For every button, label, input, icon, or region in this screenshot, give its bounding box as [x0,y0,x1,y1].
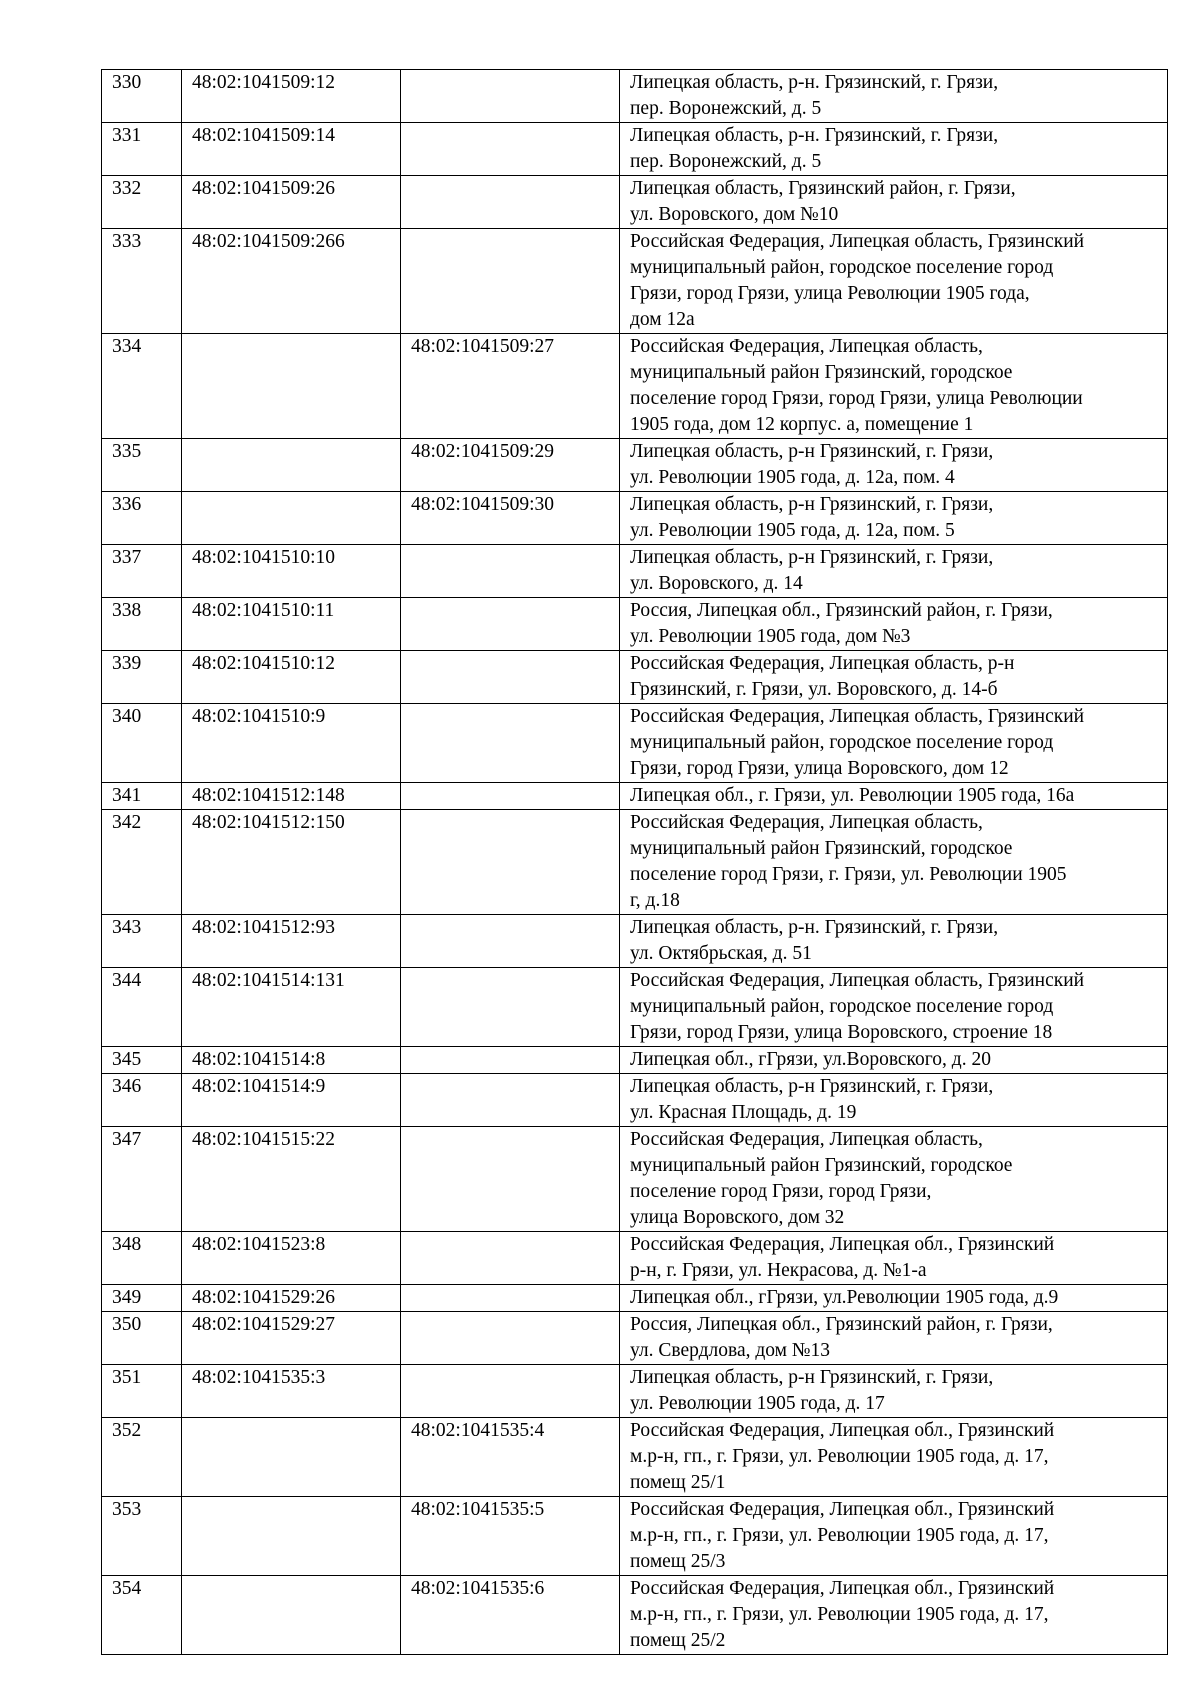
row-number-cell: 353 [102,1497,182,1576]
row-number-cell: 352 [102,1418,182,1497]
address-line: м.р-н, гп., г. Грязи, ул. Революции 1905 года, д. 17, [630,1525,1049,1546]
object-number-cell: 48:02:1041509:30 [401,492,620,545]
table-row [102,334,1168,439]
address-line: Россия, Липецкая обл., Грязинский район, г. Грязи, [630,600,1053,621]
object-number-cell [401,123,620,176]
address-line: Российская Федерация, Липецкая область, [630,1129,983,1150]
address-line: м.р-н, гп., г. Грязи, ул. Революции 1905 года, д. 17, [630,1604,1049,1625]
parcel-number-cell: 48:02:1041529:27 [182,1312,401,1365]
address-line: Липецкая область, р-н Грязинский, г. Грязи, [630,1076,994,1097]
address-line: Российская Федерация, Липецкая область, [630,336,983,357]
address-line: Российская Федерация, Липецкая область, Грязинский [630,706,1085,727]
address-line: пер. Воронежский, д. 5 [630,151,822,172]
object-number-cell: 48:02:1041535:4 [401,1418,620,1497]
parcel-number-cell [182,1418,401,1497]
address-line: поселение город Грязи, город Грязи, [630,1181,932,1202]
parcel-number-cell: 48:02:1041510:12 [182,651,401,704]
row-number-cell: 349 [102,1285,182,1312]
address-cell [620,968,1168,1047]
table-row [102,492,1168,545]
table-row [102,1497,1168,1576]
address-line: поселение город Грязи, город Грязи, улица Революции [630,388,1083,409]
table-row [102,70,1168,123]
address-line: муниципальный район, городское поселение город [630,257,1054,278]
table-row [102,783,1168,810]
object-number-cell [401,1312,620,1365]
row-number-cell: 333 [102,229,182,334]
parcel-number-cell [182,1497,401,1576]
table-row [102,968,1168,1047]
address-line: ул. Революции 1905 года, д. 12а, пом. 4 [630,467,955,488]
table-row [102,598,1168,651]
parcel-number-cell [182,492,401,545]
address-cell [620,1232,1168,1285]
address-cell [620,1418,1168,1497]
parcel-number-cell: 48:02:1041509:14 [182,123,401,176]
row-number-cell: 341 [102,783,182,810]
table-row [102,545,1168,598]
table-row [102,915,1168,968]
parcel-number-cell: 48:02:1041515:22 [182,1127,401,1232]
parcel-number-cell: 48:02:1041510:10 [182,545,401,598]
address-line: Липецкая область, р-н Грязинский, г. Грязи, [630,1367,994,1388]
address-line: Липецкая обл., гГрязи, ул.Воровского, д. 20 [630,1049,991,1070]
object-number-cell [401,704,620,783]
row-number-cell: 346 [102,1074,182,1127]
address-line: Российская Федерация, Липецкая область, р-н [630,653,1015,674]
address-line: Липецкая область, р-н Грязинский, г. Грязи, [630,547,994,568]
table-row [102,1418,1168,1497]
address-line: ул. Свердлова, дом №13 [630,1340,830,1361]
object-number-cell: 48:02:1041509:29 [401,439,620,492]
row-number-cell: 330 [102,70,182,123]
row-number-cell: 335 [102,439,182,492]
object-number-cell [401,783,620,810]
address-cell [620,783,1168,810]
parcel-number-cell: 48:02:1041514:131 [182,968,401,1047]
row-number-cell: 332 [102,176,182,229]
address-cell [620,1074,1168,1127]
object-number-cell: 48:02:1041535:5 [401,1497,620,1576]
table-row [102,439,1168,492]
row-number-cell: 334 [102,334,182,439]
address-line: Липецкая область, р-н. Грязинский, г. Грязи, [630,917,999,938]
table-row [102,1312,1168,1365]
address-line: Российская Федерация, Липецкая область, Грязинский [630,970,1085,991]
object-number-cell [401,1365,620,1418]
address-line: Российская Федерация, Липецкая область, [630,812,983,833]
parcel-number-cell: 48:02:1041512:148 [182,783,401,810]
parcel-number-cell: 48:02:1041514:9 [182,1074,401,1127]
address-cell [620,1365,1168,1418]
address-cell [620,651,1168,704]
parcel-number-cell: 48:02:1041512:150 [182,810,401,915]
table-row [102,1074,1168,1127]
address-cell [620,704,1168,783]
address-cell [620,70,1168,123]
address-line: Российская Федерация, Липецкая обл., Грязинский [630,1578,1055,1599]
row-number-cell: 348 [102,1232,182,1285]
row-number-cell: 350 [102,1312,182,1365]
parcel-number-cell: 48:02:1041509:26 [182,176,401,229]
address-line: муниципальный район Грязинский, городское [630,362,1013,383]
object-number-cell [401,1232,620,1285]
address-line: муниципальный район, городское поселение город [630,732,1054,753]
row-number-cell: 337 [102,545,182,598]
table-row [102,229,1168,334]
address-cell [620,229,1168,334]
address-cell [620,1127,1168,1232]
row-number-cell: 331 [102,123,182,176]
address-line: ул. Красная Площадь, д. 19 [630,1102,857,1123]
address-cell [620,1312,1168,1365]
address-line: Липецкая область, р-н Грязинский, г. Грязи, [630,441,994,462]
address-line: Липецкая обл., г. Грязи, ул. Революции 1905 года, 16а [630,785,1075,806]
address-line: муниципальный район Грязинский, городское [630,838,1013,859]
address-line: ул. Октябрьская, д. 51 [630,943,812,964]
address-line: ул. Революции 1905 года, д. 17 [630,1393,885,1414]
address-line: Российская Федерация, Липецкая обл., Грязинский [630,1420,1055,1441]
table-row [102,651,1168,704]
object-number-cell: 48:02:1041509:27 [401,334,620,439]
address-cell [620,810,1168,915]
object-number-cell [401,810,620,915]
address-line: ул. Революции 1905 года, дом №3 [630,626,911,647]
object-number-cell [401,1074,620,1127]
object-number-cell [401,598,620,651]
address-line: ул. Революции 1905 года, д. 12а, пом. 5 [630,520,955,541]
parcel-number-cell [182,1576,401,1655]
row-number-cell: 340 [102,704,182,783]
address-cell [620,1047,1168,1074]
parcel-number-cell: 48:02:1041512:93 [182,915,401,968]
address-cell [620,176,1168,229]
address-line: муниципальный район, городское поселение город [630,996,1054,1017]
address-line: дом 12а [630,309,695,330]
address-line: Российская Федерация, Липецкая обл., Грязинский [630,1499,1055,1520]
cadastral-registry-table [101,69,1168,1655]
row-number-cell: 338 [102,598,182,651]
table-row [102,176,1168,229]
address-line: Российская Федерация, Липецкая обл., Грязинский [630,1234,1055,1255]
object-number-cell [401,915,620,968]
address-line: ул. Воровского, д. 14 [630,573,803,594]
table-row [102,123,1168,176]
object-number-cell [401,1127,620,1232]
address-line: Липецкая обл., гГрязи, ул.Революции 1905 года, д.9 [630,1287,1059,1308]
address-line: помещ 25/3 [630,1551,726,1572]
table-row [102,1365,1168,1418]
row-number-cell: 354 [102,1576,182,1655]
object-number-cell [401,1047,620,1074]
object-number-cell: 48:02:1041535:6 [401,1576,620,1655]
table-row [102,1285,1168,1312]
parcel-number-cell: 48:02:1041514:8 [182,1047,401,1074]
address-cell [620,1576,1168,1655]
row-number-cell: 343 [102,915,182,968]
address-line: 1905 года, дом 12 корпус. а, помещение 1 [630,414,974,435]
table-row [102,1576,1168,1655]
object-number-cell [401,545,620,598]
parcel-number-cell [182,439,401,492]
address-line: Грязинский, г. Грязи, ул. Воровского, д. 14-б [630,679,998,700]
address-line: поселение город Грязи, г. Грязи, ул. Революции 1905 [630,864,1067,885]
address-cell [620,492,1168,545]
address-line: пер. Воронежский, д. 5 [630,98,822,119]
address-line: Липецкая область, р-н. Грязинский, г. Грязи, [630,72,999,93]
object-number-cell [401,229,620,334]
address-line: р-н, г. Грязи, ул. Некрасова, д. №1-а [630,1260,927,1281]
address-line: Россия, Липецкая обл., Грязинский район, г. Грязи, [630,1314,1053,1335]
address-line: помещ 25/2 [630,1630,726,1651]
address-cell [620,915,1168,968]
table-row [102,1232,1168,1285]
address-cell [620,1285,1168,1312]
parcel-number-cell [182,334,401,439]
row-number-cell: 351 [102,1365,182,1418]
address-line: улица Воровского, дом 32 [630,1207,845,1228]
row-number-cell: 336 [102,492,182,545]
address-cell [620,1497,1168,1576]
address-line: Грязи, город Грязи, улица Революции 1905 года, [630,283,1030,304]
parcel-number-cell: 48:02:1041529:26 [182,1285,401,1312]
row-number-cell: 339 [102,651,182,704]
address-line: муниципальный район Грязинский, городское [630,1155,1013,1176]
address-line: помещ 25/1 [630,1472,726,1493]
object-number-cell [401,968,620,1047]
address-line: Липецкая область, Грязинский район, г. Грязи, [630,178,1016,199]
object-number-cell [401,70,620,123]
address-line: Российская Федерация, Липецкая область, Грязинский [630,231,1085,252]
object-number-cell [401,176,620,229]
address-line: г, д.18 [630,890,680,911]
table-row [102,1047,1168,1074]
row-number-cell: 345 [102,1047,182,1074]
address-line: м.р-н, гп., г. Грязи, ул. Революции 1905 года, д. 17, [630,1446,1049,1467]
row-number-cell: 347 [102,1127,182,1232]
address-line: ул. Воровского, дом №10 [630,204,839,225]
table-row [102,704,1168,783]
parcel-number-cell: 48:02:1041509:12 [182,70,401,123]
address-cell [620,598,1168,651]
address-line: Грязи, город Грязи, улица Воровского, строение 18 [630,1022,1053,1043]
parcel-number-cell: 48:02:1041510:9 [182,704,401,783]
table-row [102,810,1168,915]
address-cell [620,439,1168,492]
row-number-cell: 344 [102,968,182,1047]
address-line: Липецкая область, р-н Грязинский, г. Грязи, [630,494,994,515]
table-row [102,1127,1168,1232]
registry-table-body [102,70,1168,1655]
address-cell [620,334,1168,439]
parcel-number-cell: 48:02:1041523:8 [182,1232,401,1285]
object-number-cell [401,1285,620,1312]
object-number-cell [401,651,620,704]
address-cell [620,545,1168,598]
parcel-number-cell: 48:02:1041509:266 [182,229,401,334]
address-line: Грязи, город Грязи, улица Воровского, дом 12 [630,758,1009,779]
address-line: Липецкая область, р-н. Грязинский, г. Грязи, [630,125,999,146]
parcel-number-cell: 48:02:1041535:3 [182,1365,401,1418]
address-cell [620,123,1168,176]
parcel-number-cell: 48:02:1041510:11 [182,598,401,651]
row-number-cell: 342 [102,810,182,915]
